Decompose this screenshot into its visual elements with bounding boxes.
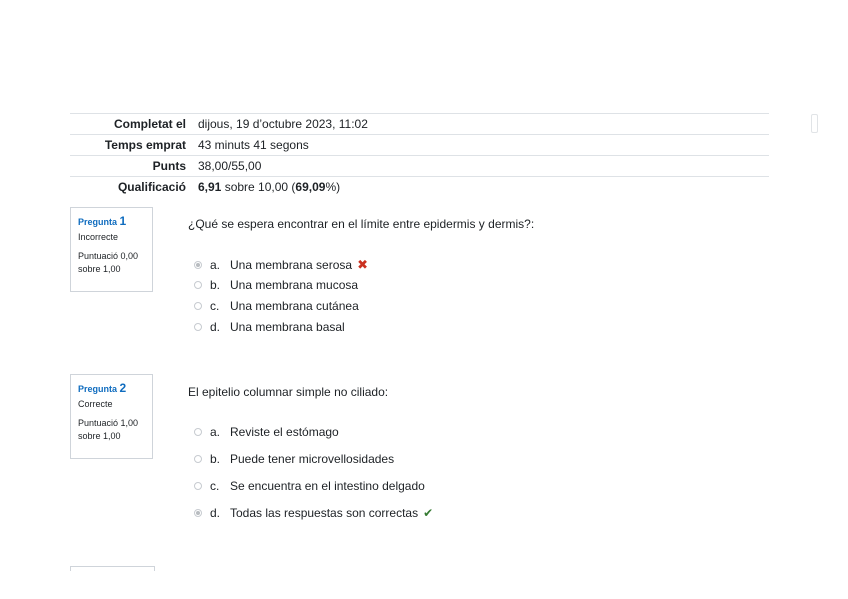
summary-value: dijous, 19 d’octubre 2023, 11:02 [198, 117, 368, 131]
answer-option: d. Una membrana basal [194, 320, 345, 334]
radio-button[interactable] [194, 428, 202, 436]
answer-option: c. Se encuentra en el intestino delgado [194, 479, 425, 493]
grade-text-end: %) [325, 180, 341, 194]
radio-button[interactable] [194, 323, 202, 331]
summary-label: Temps emprat [104, 138, 186, 152]
answer-option: b. Puede tener microvellosidades [194, 452, 394, 466]
radio-button[interactable] [194, 261, 202, 269]
answer-option: b. Una membrana mucosa [194, 278, 358, 292]
radio-button[interactable] [194, 482, 202, 490]
question-number: Pregunta 1 [78, 214, 127, 228]
summary-row-time [70, 135, 769, 156]
check-icon: ✔ [423, 506, 434, 520]
drawer-toggle[interactable] [811, 114, 818, 133]
summary-label: Qualificació [117, 180, 186, 194]
cross-icon: ✖ [357, 257, 368, 272]
answer-text: Se encuentra en el intestino delgado [230, 479, 425, 493]
question-state: Correcte [78, 399, 113, 409]
summary-row-grade [70, 177, 769, 198]
answer-option: a. Una membrana serosa ✖ [194, 257, 368, 273]
quiz-summary-table [70, 113, 769, 197]
grade-score: 6,91 [198, 180, 222, 194]
radio-button[interactable] [194, 455, 202, 463]
question-text: ¿Qué se espera encontrar en el límite entre epidermis y dermis?: [188, 217, 535, 231]
answer-text: Todas las respuestas son correctas [230, 506, 419, 520]
summary-value: 43 minuts 41 segons [198, 138, 309, 152]
radio-button[interactable] [194, 509, 202, 517]
page-bottom [0, 571, 848, 599]
answer-text: Una membrana cutánea [230, 299, 359, 313]
summary-label: Punts [152, 159, 186, 173]
answer-text: Una membrana mucosa [230, 278, 359, 292]
summary-row-completed [70, 114, 769, 135]
answer-option: c. Una membrana cutánea [194, 299, 359, 313]
answer-text: Puede tener microvellosidades [230, 452, 395, 466]
question-text: El epitelio columnar simple no ciliado: [188, 385, 389, 399]
answer-text: Una membrana basal [230, 320, 345, 334]
grade-percent: 69,09 [295, 180, 326, 194]
radio-button[interactable] [194, 302, 202, 310]
summary-value: 38,00/55,00 [198, 159, 262, 173]
radio-button[interactable] [194, 281, 202, 289]
question-info-2 [70, 374, 153, 459]
answer-text: Reviste el estómago [230, 425, 339, 439]
question-grade: Puntuació 1,00 sobre 1,00 [78, 418, 139, 441]
summary-row-points [70, 156, 769, 177]
summary-value [198, 177, 769, 198]
grade-text: sobre 10,00 ( [221, 180, 296, 194]
question-state: Incorrecte [78, 232, 119, 242]
question-number: Pregunta 2 [78, 381, 127, 395]
answer-option: a. Reviste el estómago [194, 425, 339, 439]
answer-text: Una membrana serosa [230, 258, 353, 272]
question-info-1 [70, 207, 153, 292]
summary-label: Completat el [113, 117, 186, 131]
question-grade: Puntuació 0,00 sobre 1,00 [78, 251, 139, 274]
answer-option: d. Todas las respuestas son correctas ✔ [194, 506, 433, 520]
